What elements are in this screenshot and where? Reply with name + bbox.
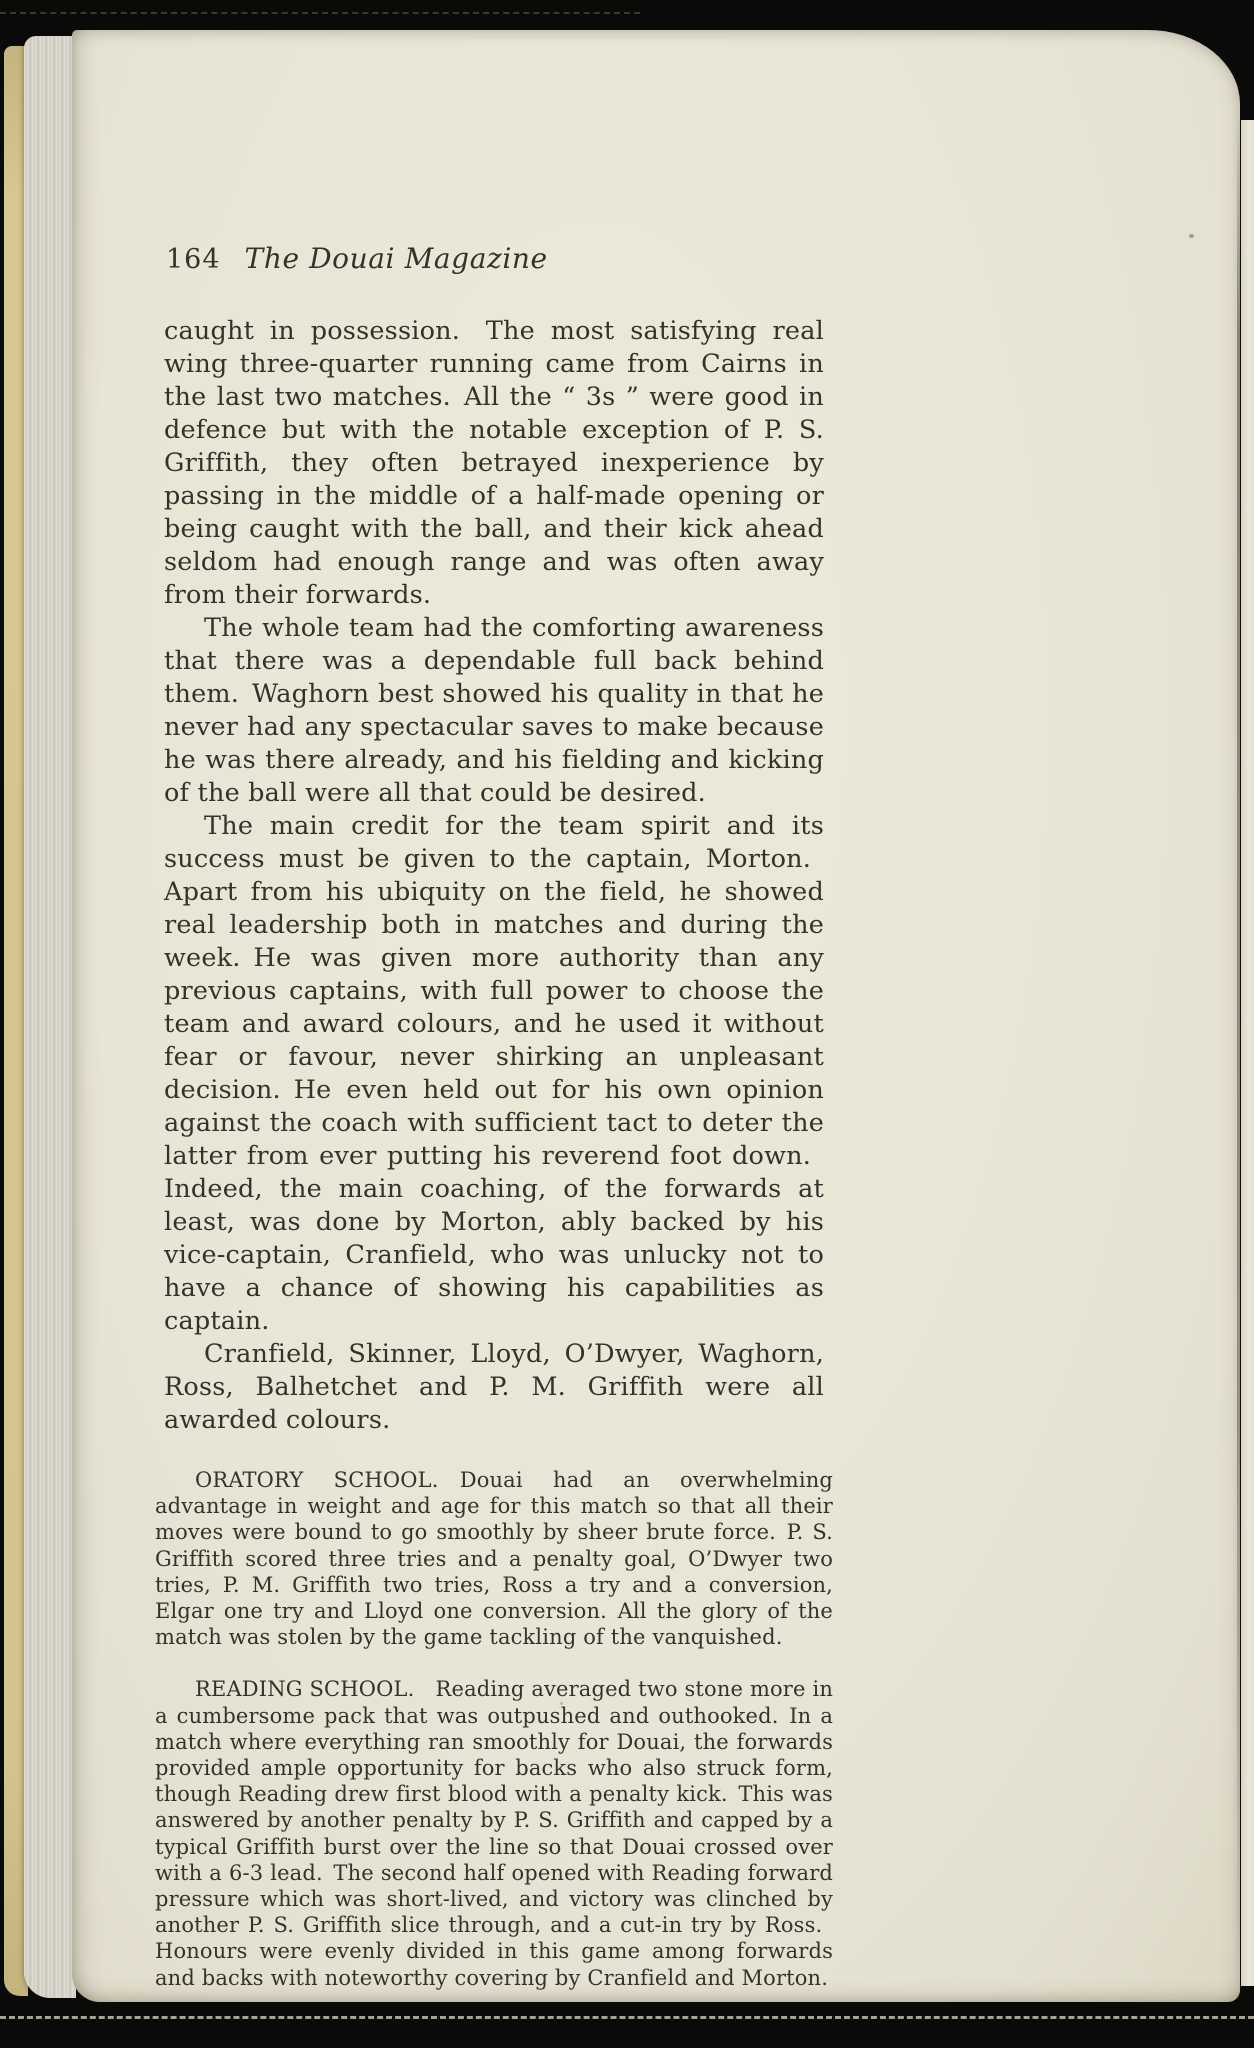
body-paragraph: The main credit for the team spirit and its success must be given to the captain, Morton. Apart from his ubiquity on the field, he showed real leadership both in matches and during the week. He was given more authority than any previous captains, with full power to choose the team and award colours, and he used it without fear or favour, never shirking an unpleasant decision. He even held out for his own opinion against the coach with sufficient tact to deter the latter from ever putting his reverend foot down. Indeed, the main coaching, of the forwards at least, was done by Morton, ably backed by his vice-captain, Cranfield, who was unlucky not to have a chance of showing his capabilities as captain. xyxy=(164,811,824,1336)
page-edges-stack xyxy=(24,36,76,1998)
running-title: The Douai Magazine xyxy=(244,242,548,275)
magazine-page xyxy=(72,30,1240,2002)
page-number: 164 xyxy=(166,244,221,275)
paper-speck xyxy=(1189,234,1194,238)
match-report-oratory: ORATORY SCHOOL. Douai had an overwhelming advantage in weight and age for this match so that all their moves were bound to go smoothly by sheer brute force. P. S. Griffith scored three tries and a penalty goal, O’Dwyer two tries, P. M. Griffith two tries, Ross a try and a conversion, Elgar one try and Lloyd one conversion. All the glory of the match was stolen by the game tackling of the vanquished. xyxy=(155,1468,833,1650)
body-paragraph: caught in possession. The most satisfying real wing three-quarter running came from Cairns in the last two matches. All the “ 3s ” were good in defence but with the notable exception of P. S. Griffith, they often betrayed inexperience by passing in the middle of a half-made opening or being caught with the ball, and their kick ahead seldom had enough range and was often away from their forwards. xyxy=(164,316,824,610)
body-paragraph: Cranfield, Skinner, Lloyd, O’Dwyer, Waghorn, Ross, Balhetchet and P. M. Griffith were all awarded colours. xyxy=(164,1339,824,1435)
match-report-reading: READING SCHOOL. Reading averaged two stone more in a cumbersome pack that was outpushed and outhooked. In a match where everything ran smoothly for Douai, the forwards provided ample opportunity for backs who also struck form, though Reading drew first blood with a penalty kick. This was answered by another penalty by P. S. Griffith and capped by a typical Griffith burst over the line so that Douai crossed over with a 6-3 lead. The second half opened with Reading forward pressure which was short-lived, and victory was clinched by another P. S. Griffith slice through, and a cut-in try by Ross. Honours were evenly divided in this game among forwards and backs with noteworthy covering by Cranfield and Morton. xyxy=(155,1677,833,1990)
paper-speck xyxy=(560,1702,563,1705)
page-content xyxy=(155,242,833,1991)
page-header xyxy=(166,242,824,275)
body-paragraph: The whole team had the comforting awareness that there was a dependable full back behind them. Waghorn best showed his quality in that he never had any spectacular saves to make because he was there already, and his fielding and kicking of the ball were all that could be desired. xyxy=(164,613,824,808)
paper-speck xyxy=(391,1472,394,1475)
book-gutter-crease xyxy=(1237,112,1240,1990)
adjacent-page-edge xyxy=(1241,120,1254,1986)
book-cover-stitch-top xyxy=(0,12,640,14)
book-cover-stitch-bottom xyxy=(0,2016,1254,2019)
